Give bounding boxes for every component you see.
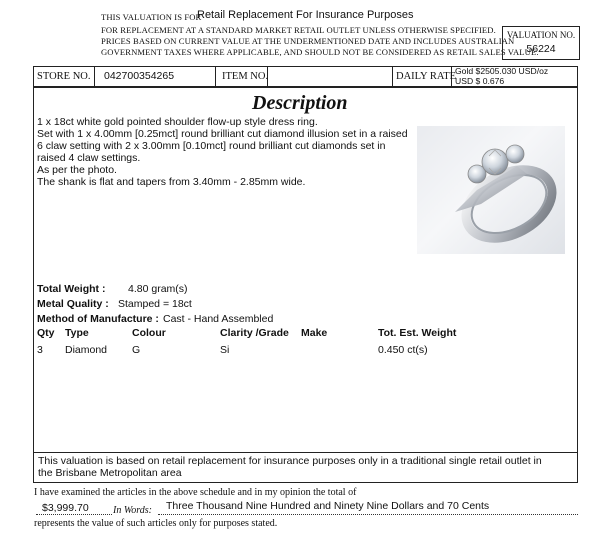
- footer-line-3: represents the value of such articles only for purposes stated.: [34, 518, 278, 529]
- store-no-value: 042700354265: [104, 70, 175, 82]
- valuation-no-box: [502, 26, 580, 60]
- metal-quality-value: Stamped = 18ct: [118, 298, 192, 310]
- col-type: Type: [65, 327, 89, 339]
- valuation-no-value: 56224: [526, 43, 556, 55]
- description-line-6: The shank is flat and tapers from 3.40mm - 2.85mm wide.: [37, 176, 306, 188]
- divider: [215, 66, 216, 87]
- description-line-5: As per the photo.: [37, 164, 117, 176]
- divider: [94, 66, 95, 87]
- row-type: Diamond: [65, 344, 108, 356]
- footer-line-1: I have examined the articles in the above schedule and in my opinion the total of: [34, 487, 357, 498]
- valuation-no-label: VALUATION NO.: [506, 30, 576, 40]
- col-clarity: Clarity /Grade: [220, 327, 289, 339]
- total-weight-label: Total Weight :: [37, 283, 106, 295]
- description-heading: Description: [252, 92, 348, 114]
- in-words-label: In Words:: [113, 505, 152, 516]
- col-colour: Colour: [132, 327, 166, 339]
- method-label: Method of Manufacture :: [37, 313, 159, 325]
- method-value: Cast - Hand Assembled: [163, 313, 274, 325]
- item-no-label: ITEM NO.: [222, 71, 269, 82]
- divider: [392, 66, 393, 87]
- ring-photo: [417, 126, 565, 254]
- row-clarity: Si: [220, 344, 230, 356]
- description-line-3: 6 claw setting with 2 x 3.00mm [0.10mct] round brilliant cut diamonds set in: [37, 140, 386, 152]
- row-weight: 0.450 ct(s): [378, 344, 428, 356]
- header-line-2: PRICES BASED ON CURRENT VALUE AT THE UNDERMENTIONED DATE AND INCLUDES AUSTRALIAN: [101, 36, 515, 46]
- header-line-3: GOVERNMENT TAXES WHERE APPLICABLE, AND SHOULD NOT BE CONSIDERED AS RETAIL SALES VALUE.: [101, 47, 539, 57]
- note-line-1: This valuation is based on retail replacement for insurance purposes only in a traditional single retail outlet in: [38, 455, 542, 467]
- store-no-label: STORE NO.: [37, 71, 91, 82]
- row-colour: G: [132, 344, 141, 356]
- row-qty: 3: [37, 344, 43, 356]
- valuation-purpose: Retail Replacement For Insurance Purposes: [197, 9, 414, 21]
- header-line-1: FOR REPLACEMENT AT A STANDARD MARKET RETAIL OUTLET UNLESS OTHERWISE SPECIFIED.: [101, 25, 496, 35]
- col-weight: Tot. Est. Weight: [378, 327, 457, 339]
- amount-underline: [36, 514, 112, 515]
- note-divider: [33, 452, 577, 453]
- words-underline: [158, 514, 578, 515]
- note-line-2: the Brisbane Metropolitan area: [38, 467, 182, 479]
- description-line-1: 1 x 18ct white gold pointed shoulder flow-up style dress ring.: [37, 116, 318, 128]
- daily-rate-label: DAILY RATE: [396, 71, 457, 82]
- col-qty: Qty: [37, 327, 55, 339]
- usd-rate: USD $ 0.676: [455, 76, 505, 86]
- valuation-for-prefix: THIS VALUATION IS FOR: [101, 12, 202, 22]
- col-make: Make: [301, 327, 328, 339]
- gold-rate: Gold $2505.030 USD/oz: [455, 66, 549, 76]
- description-line-2: Set with 1 x 4.00mm [0.25mct] round brilliant cut diamond illusion set in a raised: [37, 128, 408, 140]
- description-line-4: raised 4 claw settings.: [37, 152, 141, 164]
- in-words-value: Three Thousand Nine Hundred and Ninety Nine Dollars and 70 Cents: [166, 500, 490, 512]
- total-weight-value: 4.80 gram(s): [128, 283, 188, 295]
- ring-icon: [417, 126, 565, 254]
- total-amount: $3,999.70: [42, 502, 89, 514]
- metal-quality-label: Metal Quality :: [37, 298, 109, 310]
